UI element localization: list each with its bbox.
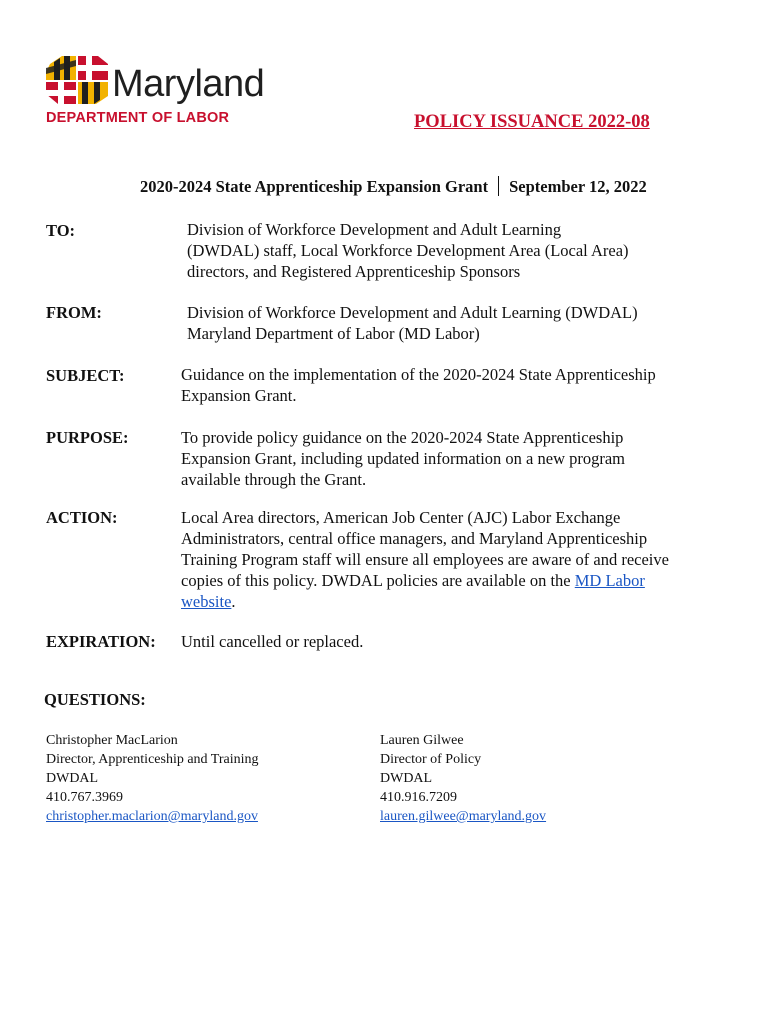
contact-name: Lauren Gilwee xyxy=(380,733,464,748)
to-line: directors, and Registered Apprenticeship Sponsors xyxy=(187,262,521,281)
expiration-text: Until cancelled or replaced. xyxy=(181,632,364,651)
purpose-line: Expansion Grant, including updated information on a new program xyxy=(181,449,626,468)
action-line: Training Program staff will ensure all employees are aware of and receive xyxy=(181,550,669,569)
to-line: Division of Workforce Development and Adult Learning xyxy=(187,220,562,239)
contact-card-gilwee xyxy=(380,731,546,826)
action-line: Administrators, central office managers, and Maryland Apprenticeship xyxy=(181,529,648,548)
policy-issuance-number: POLICY ISSUANCE 2022-08 xyxy=(414,112,650,132)
action-line xyxy=(181,591,669,612)
subject-text xyxy=(181,364,656,406)
issue-date: September 12, 2022 xyxy=(509,177,647,196)
action-line: Local Area directors, American Job Center (AJC) Labor Exchange xyxy=(181,508,621,527)
contact-email-link[interactable]: christopher.maclarion@maryland.gov xyxy=(46,809,258,824)
purpose-line: available through the Grant. xyxy=(181,470,367,489)
logo-department: DEPARTMENT OF LABOR xyxy=(46,110,230,126)
website-link[interactable]: website xyxy=(181,592,232,611)
action-end-punct: . xyxy=(231,592,236,611)
contact-email-link[interactable]: lauren.gilwee@maryland.gov xyxy=(380,809,547,824)
document-subtitle xyxy=(140,176,647,197)
action-text xyxy=(181,507,669,612)
action-line-text: copies of this policy. DWDAL policies are available on the xyxy=(181,571,575,590)
contact-division: DWDAL xyxy=(46,771,99,786)
contact-title: Director of Policy xyxy=(380,752,482,767)
from-line: Maryland Department of Labor (MD Labor) xyxy=(187,324,480,343)
from-line: Division of Workforce Development and Adult Learning (DWDAL) xyxy=(187,303,638,322)
title-divider xyxy=(498,176,499,196)
md-labor-logo xyxy=(46,54,306,130)
purpose-label: PURPOSE: xyxy=(46,428,129,447)
contact-phone: 410.767.3969 xyxy=(46,790,123,805)
to-line: (DWDAL) staff, Local Workforce Development Area (Local Area) xyxy=(187,241,629,260)
maryland-flag-icon xyxy=(46,56,108,104)
purpose-text xyxy=(181,427,625,490)
expiration-label: EXPIRATION: xyxy=(46,632,156,651)
to-text xyxy=(187,219,629,282)
action-line xyxy=(181,570,669,591)
subject-line: Expansion Grant. xyxy=(181,386,297,405)
contact-card-maclarion xyxy=(46,731,259,826)
contact-title: Director, Apprenticeship and Training xyxy=(46,752,259,767)
md-labor-link[interactable]: MD Labor xyxy=(574,571,645,590)
contact-phone: 410.916.7209 xyxy=(380,790,457,805)
purpose-line: To provide policy guidance on the 2020-2024 State Apprenticeship xyxy=(181,428,624,447)
from-label: FROM: xyxy=(46,303,102,322)
contact-division: DWDAL xyxy=(380,771,433,786)
action-label: ACTION: xyxy=(46,508,118,527)
to-label: TO: xyxy=(46,221,76,240)
questions-heading: QUESTIONS: xyxy=(44,690,146,709)
subject-label: SUBJECT: xyxy=(46,366,125,385)
grant-title: 2020-2024 State Apprenticeship Expansion Grant xyxy=(140,177,489,196)
from-text xyxy=(187,302,638,344)
logo-wordmark: Maryland xyxy=(112,63,265,105)
contact-name: Christopher MacLarion xyxy=(46,733,178,748)
subject-line: Guidance on the implementation of the 2020-2024 State Apprenticeship xyxy=(181,365,656,384)
